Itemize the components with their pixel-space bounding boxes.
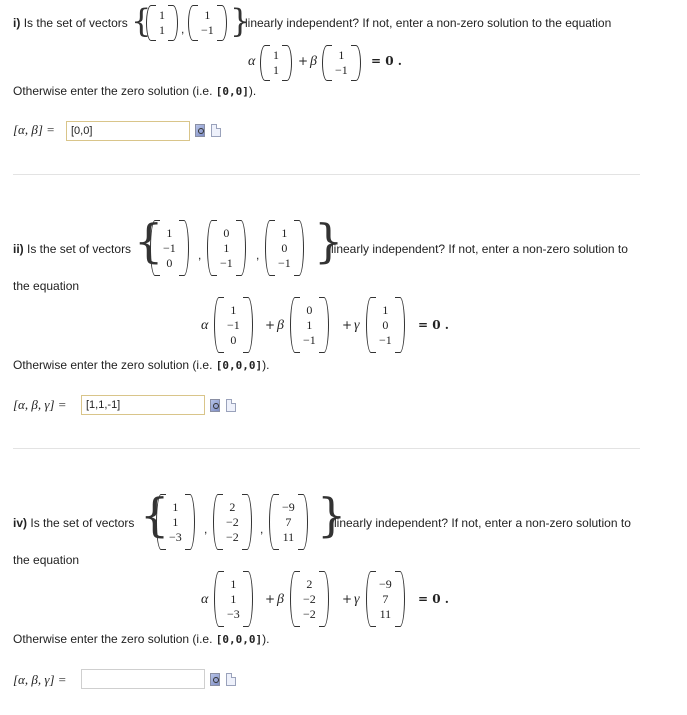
q2-plus-1: + [265,318,276,332]
q2-set-vector-3: 1 0 −1 [265,220,304,276]
q2-suffix: linearly independent? If not, enter a non-zero solution to [331,242,628,256]
q2-set-comma-1: , [198,248,202,262]
q4-coef-beta: β [277,592,284,607]
q4-set-comma-1: , [204,522,208,536]
q1-equals-zero: = 0 . [371,54,402,68]
q2-eq-vector-1: 1 −1 0 [214,297,253,353]
q1-set-comma: , [181,22,185,36]
q4-suffix-2: the equation [13,553,80,567]
divider-2 [13,448,640,449]
q2-coef-gamma: γ [354,318,360,333]
divider-1 [13,174,640,175]
q2-prefix: Is the set of vectors [27,242,132,256]
q4-coef-alpha: α [201,592,209,607]
q2-zero-solution: [0,0,0] [215,359,263,372]
q4-set-vector-1: 1 1 −3 [156,494,195,550]
q2-coef-alpha: α [201,318,209,333]
q4-prompt [13,516,134,530]
preview-icon[interactable] [210,673,220,686]
q4-answer-label: [α, β, γ] = [13,672,67,687]
q2-eq-vector-2: 0 1 −1 [290,297,329,353]
q1-set-open-brace: { [131,2,152,40]
q1-answer-label: [α, β] = [13,122,55,137]
q4-set-vector-2: 2 −2 −2 [213,494,252,550]
q1-prompt [13,16,128,30]
q1-coef-beta: β [310,54,317,69]
q4-eq-vector-2: 2 −2 −2 [290,571,329,627]
q4-zero-solution: [0,0,0] [215,633,263,646]
q4-set-vector-3: −9 7 11 [269,494,308,550]
q4-prefix: Is the set of vectors [30,516,135,530]
q2-answer-label: [α, β, γ] = [13,397,67,412]
q4-set-close-brace: } [317,488,347,542]
q1-set-vector-1: 1 1 [146,5,178,41]
q1-prefix: Is the set of vectors [23,16,128,30]
q1-eq-vector-2: 1 −1 [322,45,361,81]
q2-set-open-brace: { [134,214,164,268]
q1-answer-input[interactable] [66,121,190,141]
q4-plus-2: + [342,592,353,606]
q4-set-comma-2: , [260,522,264,536]
q4-otherwise: Otherwise enter the zero solution (i.e. [0,0,0]). [13,632,270,646]
q4-eq-vector-1: 1 1 −3 [214,571,253,627]
preview-icon[interactable] [195,124,205,137]
q4-equals-zero: = 0 . [418,592,449,606]
q1-number: i) [13,16,21,30]
q2-answer-input[interactable] [81,395,205,415]
q1-set-vector-2: 1 −1 [188,5,227,41]
preview-icon[interactable] [210,399,220,412]
q4-coef-gamma: γ [354,592,360,607]
q1-eq-vector-1: 1 1 [260,45,292,81]
q1-otherwise: Otherwise enter the zero solution (i.e. [0,0]). [13,84,257,98]
q1-set-close-brace: } [230,2,251,40]
q2-eq-vector-3: 1 0 −1 [366,297,405,353]
q1-zero-solution: [0,0] [215,85,249,98]
q2-set-comma-2: , [256,248,260,262]
q4-plus-1: + [265,592,276,606]
q1-coef-alpha: α [248,54,256,69]
q2-equals-zero: = 0 . [418,318,449,332]
q2-set-vector-2: 0 1 −1 [207,220,246,276]
q2-prompt [13,242,131,256]
q2-set-vector-1: 1 −1 0 [150,220,189,276]
q4-number: iv) [13,516,28,530]
document-help-icon[interactable] [211,124,221,137]
q2-set-close-brace: } [314,214,344,268]
q4-set-open-brace: { [140,488,170,542]
q2-plus-2: + [342,318,353,332]
q2-suffix-2: the equation [13,279,80,293]
q4-answer-input[interactable] [81,669,205,689]
q2-otherwise: Otherwise enter the zero solution (i.e. [0,0,0]). [13,358,270,372]
q4-suffix: linearly independent? If not, enter a non-zero solution to [334,516,631,530]
document-help-icon[interactable] [226,399,236,412]
q4-eq-vector-3: −9 7 11 [366,571,405,627]
q1-suffix: linearly independent? If not, enter a non-zero solution to the equation [245,16,612,30]
q2-coef-beta: β [277,318,284,333]
q1-plus: + [298,54,309,68]
q2-number: ii) [13,242,24,256]
document-help-icon[interactable] [226,673,236,686]
